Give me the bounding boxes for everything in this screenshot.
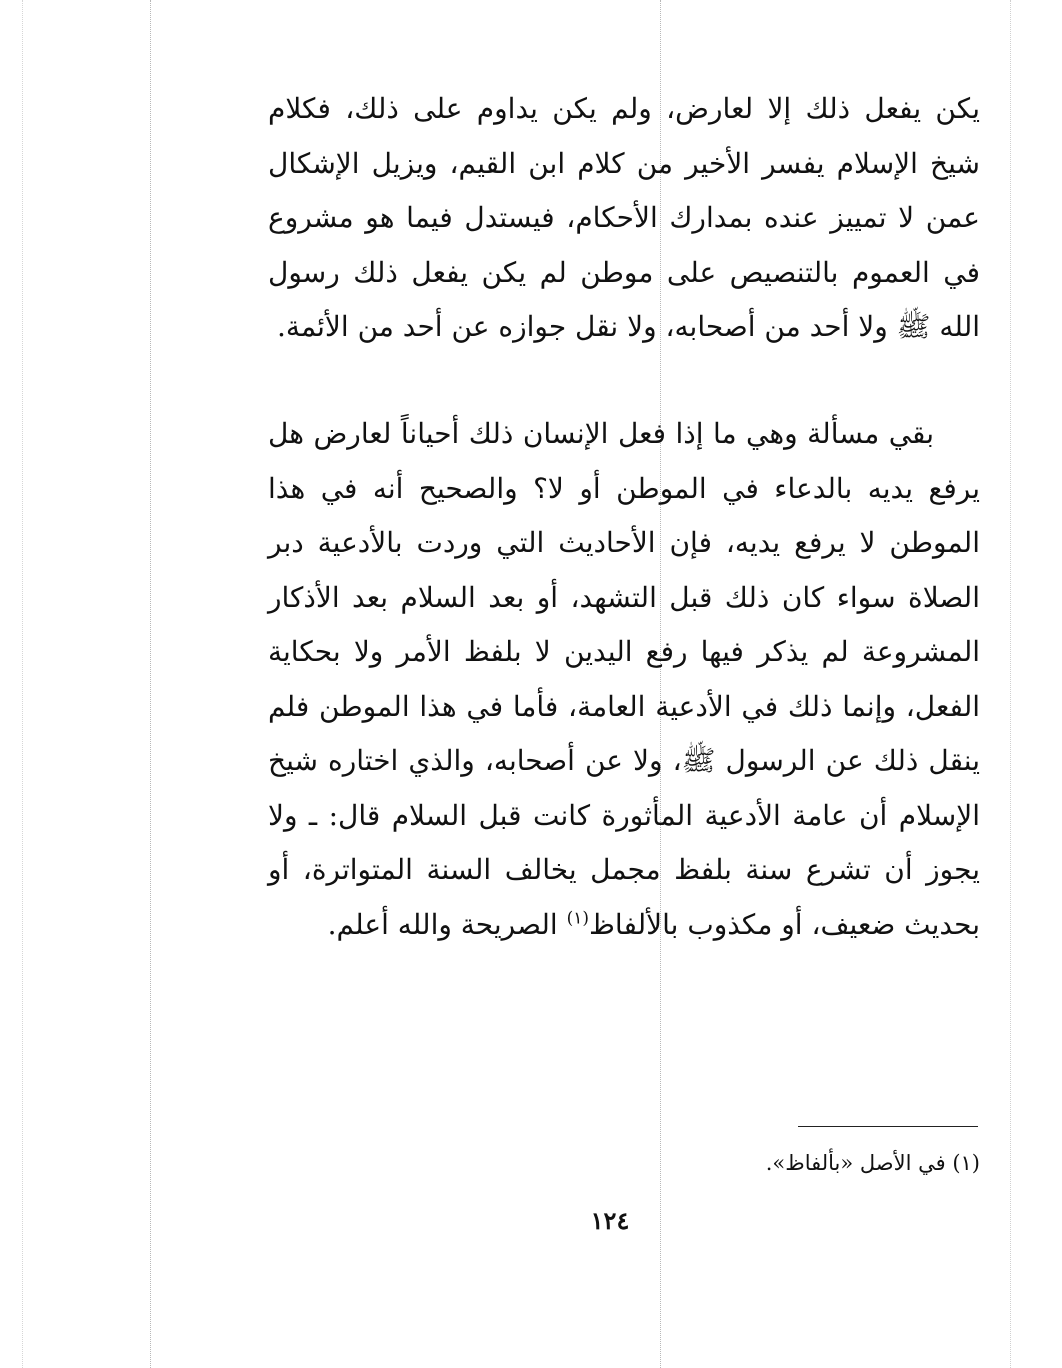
paragraph-2-text <box>268 407 980 952</box>
scan-fold-line-left <box>22 0 23 1368</box>
scan-fold-line <box>150 0 151 1368</box>
footnote-marker: (١) <box>566 908 590 929</box>
body-paragraph-1 <box>268 82 980 355</box>
body-paragraph-2 <box>268 407 980 952</box>
paragraph-2-tail: الصريحة والله أعلم. <box>327 907 567 941</box>
paragraph-1-text: يكن يفعل ذلك إلا لعارض، ولم يكن يداوم على ذلك، فكلام شيخ الإسلام يفسر الأخير من كلام ابن القيم، ويزيل الإشكال عمن لا تمييز عنده بمدارك الأحكام، فيستدل فيما هو مشروع في العموم بالتنصيص على موطن لم يكن يفعل ذلك رسول الله ﷺ ولا أحد من أصحابه، ولا نقل جوازه عن أحد من الأئمة. <box>268 92 980 343</box>
footnote-separator <box>798 1126 978 1127</box>
page-number: ١٢٤ <box>590 1206 630 1235</box>
footnote: (١) في الأصل «بألفاظ». <box>765 1151 980 1175</box>
scan-fold-line-right <box>1010 0 1011 1368</box>
paragraph-2-main: بقي مسألة وهي ما إذا فعل الإنسان ذلك أحياناً لعارض هل يرفع يديه بالدعاء في الموطن أو لا؟ والصحيح أنه في هذا الموطن لا يرفع يديه، فإن الأحاديث التي وردت بالأدعية دبر الصلاة سواء كان ذلك قبل التشهد، أو بعد السلام بعد الأذكار المشروعة لم يذكر فيها رفع اليدين لا بلفظ الأمر ولا بحكاية الفعل، وإنما ذلك في الأدعية العامة، فأما في هذا الموطن فلم ينقل ذلك عن الرسول ﷺ، ولا عن أصحابه، والذي اختاره شيخ الإسلام أن عامة الأدعية المأثورة كانت قبل السلام قال: ـ ولا يجوز أن تشرع سنة بلفظ مجمل يخالف السنة المتواترة، أو بحديث ضعيف، أو مكذوب بالألفاظ <box>268 417 981 941</box>
